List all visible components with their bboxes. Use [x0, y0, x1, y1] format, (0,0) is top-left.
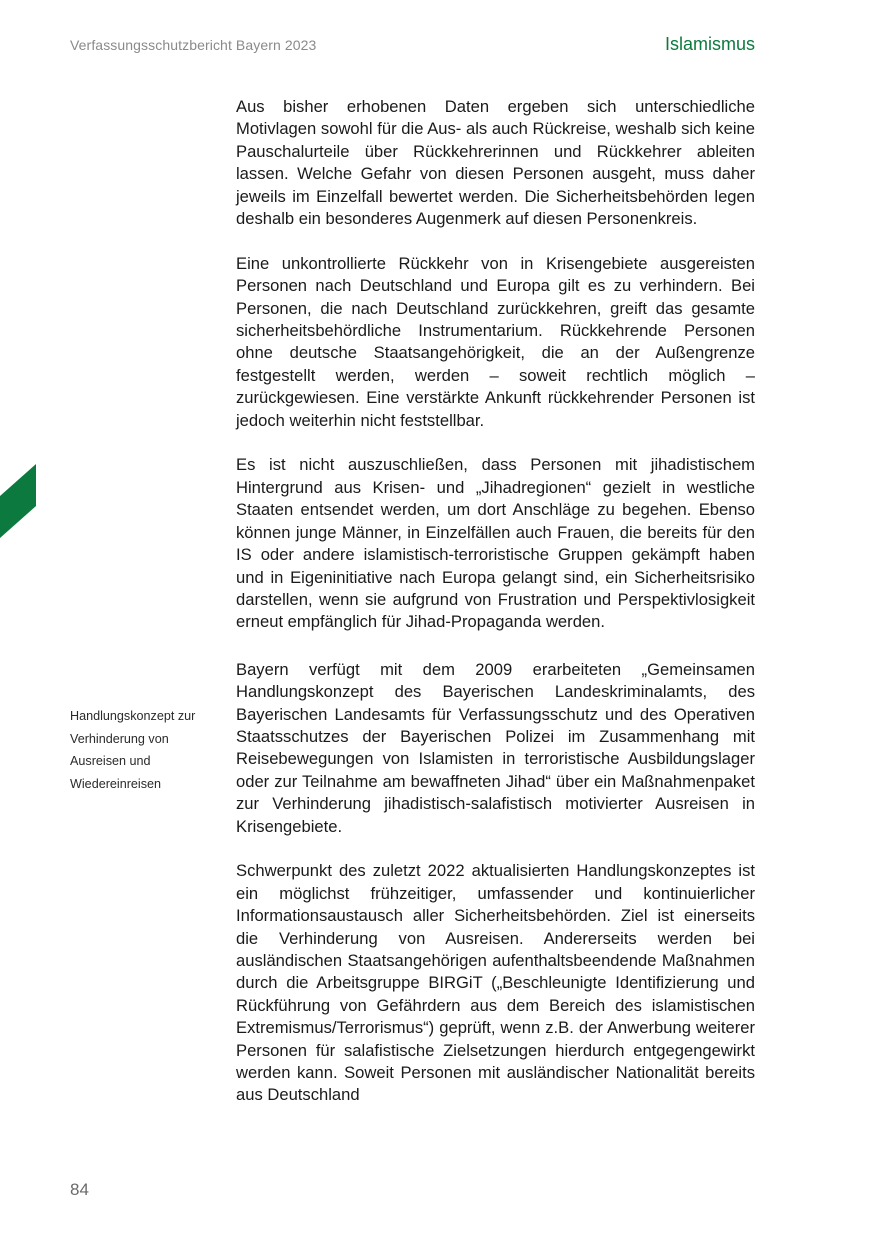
- running-header-title: Verfassungsschutzbericht Bayern 2023: [70, 37, 317, 53]
- page-number: 84: [70, 1180, 89, 1199]
- body-paragraph-1: Aus bisher erhobenen Daten ergeben sich unterschiedliche Motivlagen sowohl für die Aus- als auch Rückreise, weshalb sich keine Pauschalurteile über Rückkehrerinnen und Rückkehrer ableiten lassen. Welche Gefahr von diesen Personen ausgeht, muss daher jeweils im Einzelfall bewertet werden. Die Sicherheitsbehörden legen deshalb ein besonderes Augenmerk auf diesen Personenkreis.: [236, 97, 755, 229]
- body-paragraph-2: Eine unkontrollierte Rückkehr von in Krisengebiete ausgereisten Personen nach Deutschland und Europa gilt es zu verhindern. Bei Personen, die nach Deutschland zurückkehren, greift das gesamte sicherheitsbehördliche Instrumentarium. Rückkehrende Personen ohne deutsche Staatsangehörigkeit, die an der Außengrenze festgestellt werden, werden – soweit rechtlich möglich – zurückgewiesen. Eine verstärkte Ankunft rückkehrender Personen ist jedoch weiterhin nicht feststellbar.: [236, 253, 755, 430]
- body-paragraph-3: Es ist nicht auszuschließen, dass Personen mit jihadistischem Hintergrund aus Krisen- und „Jihadregionen“ gezielt in westliche Staaten entsendet werden, um dort Anschläge zu begehen. Ebenso können junge Männer, in Einzelfällen auch Frauen, die bereits für den IS oder andere islamistisch-terroristische Gruppen gekämpft haben und in Eigeninitiative nach Europa gelangt sind, ein Sicherheitsrisiko darstellen, wenn sie aufgrund von Frustration und Perspektivlosigkeit erneut empfänglich für Jihad-Propaganda werden.: [236, 455, 755, 632]
- body-paragraph-5: Schwerpunkt des zuletzt 2022 aktualisierten Handlungskonzeptes ist ein möglichst frühzeitiger, umfassender und kontinuierlicher Informationsaustausch aller Sicherheitsbehörden. Ziel ist einerseits die Verhinderung von Ausreisen. Andererseits werden bei ausländischen Staatsangehörigen aufenthaltsbeendende Maßnahmen durch die Arbeitsgruppe BIRGiT („Beschleunigte Identifizierung und Rückführung von Gefährdern aus dem Bereich des islamistischen Extremismus/Terrorismus“) geprüft, wenn z.B. der Anwerbung weiterer Personen für salafistische Zielsetzungen hierdurch entgegengewirkt werden kann. Soweit Personen mit ausländischer Nationalität bereits aus Deutschland: [236, 861, 755, 1105]
- margin-note: Handlungskonzept zur Verhinderung von Ausreisen und Wiedereinreisen: [70, 709, 196, 791]
- chapter-marker-tab: [0, 464, 36, 538]
- body-paragraph-4: Bayern verfügt mit dem 2009 erarbeiteten „Gemeinsamen Handlungskonzept des Bayerischen Landeskriminalamts, des Bayerischen Landesamts für Verfassungsschutz und des Operativen Staatsschutzes der Bayerischen Polizei im Zusammenhang mit Reisebewegungen von Islamisten in terroristische Ausbildungslager oder zur Teilnahme am bewaffneten Jihad“ über ein Maßnahmenpaket zur Verhinderung jihadistisch-salafistisch motivierter Ausreisen in Krisengebiete.: [236, 659, 755, 836]
- section-title: Islamismus: [664, 34, 755, 54]
- main-text-column: [236, 96, 755, 1129]
